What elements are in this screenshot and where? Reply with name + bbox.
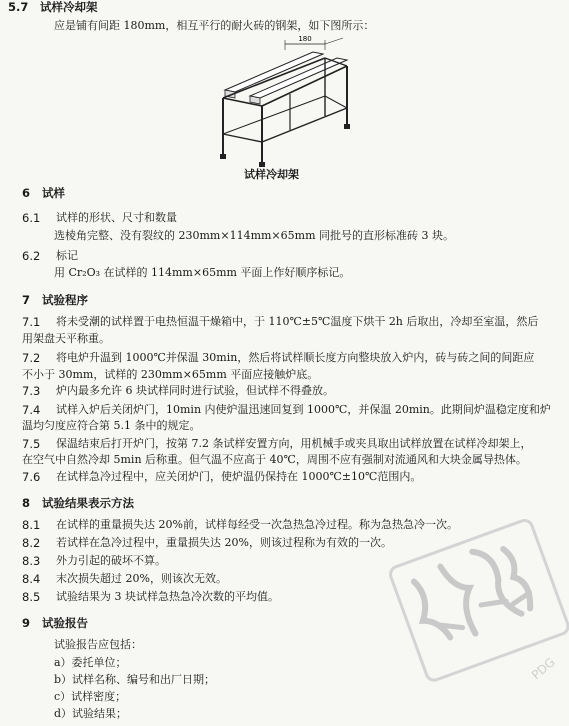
section-6-1-title: 试样的形状、尺寸和数量 [56,211,177,224]
section-6-number: 6 [22,186,31,200]
item-7-1-line1: 将未受潮的试样置于电热恒温干燥箱中，于 110℃±5℃温度下烘干 2h 后取出，冷却至室温，然后 [56,315,539,328]
item-7-6-number: 7.6 [22,470,41,484]
section-6-2-title: 标记 [56,249,78,262]
item-8-3-number: 8.3 [22,554,41,568]
figure-caption: 试样冷却架 [244,168,299,181]
item-7-4-line2: 温均匀度应符合第 5.1 条中的规定。 [22,419,201,432]
report-item-b: b）试样名称、编号和出厂日期； [54,673,216,686]
item-7-3-number: 7.3 [22,384,41,398]
item-8-4-number: 8.4 [22,572,41,586]
section-5-7-number: 5.7 [8,0,29,14]
section-5-7-title: 试样冷却架 [40,0,98,14]
section-8-number: 8 [22,496,31,510]
item-8-5-number: 8.5 [22,590,41,604]
section-6-title: 试样 [42,186,65,200]
section-8-title: 试验结果表示方法 [42,496,134,510]
section-6-2-body: 用 Cr₂O₃ 在试样的 114mm×65mm 平面上作好顺序标记。 [54,266,351,279]
item-7-5-line1: 保温结束后打开炉门，按第 7.2 条试样安置方向，用机械手或夹具取出试样放置在试样冷却架上， [56,437,532,450]
seal-watermark [386,510,569,700]
item-8-1-number: 8.1 [22,518,41,532]
cooling-rack-figure [205,30,355,170]
report-item-a: a）委托单位； [54,656,127,669]
item-8-4-text: 末次损失超过 20%，则该次无效。 [56,572,227,585]
section-9-title: 试验报告 [42,616,88,630]
item-7-2-line1: 将电炉升温到 1000℃并保温 30min，然后将试样顺长度方向整块放入炉内，砖与砖之间的间距应 [56,351,535,364]
item-7-4-line1: 试样入炉后关闭炉门，10min 内使炉温迅速回复到 1000℃，并保温 20min。此期间炉温稳定度和炉 [56,403,551,416]
item-7-4-number: 7.4 [22,403,41,417]
item-8-1-text: 在试样的重量损失达 20%前，试样每经受一次急热急冷过程。称为急热急冷一次。 [56,518,458,531]
item-7-1-line2: 用架盘天平称重。 [22,332,110,345]
section-6-1-body: 选棱角完整、没有裂纹的 230mm×114mm×65mm 同批号的直形标准砖 3 块。 [54,229,454,242]
section-6-1-number: 6.1 [22,211,41,225]
item-8-2-text: 若试样在急冷过程中，重量损失达 20%，则该过程称为有效的一次。 [56,536,392,549]
item-7-2-line2: 不小于 30mm，试样的 230mm×65mm 平面应接触炉底。 [22,368,319,381]
item-7-6-line1: 在试样急冷过程中，应关闭炉门，使炉温仍保持在 1000℃±10℃范围内。 [56,470,422,483]
report-intro: 试验报告应包括： [54,638,142,651]
watermark-text: PDG [528,655,558,683]
section-6-2-number: 6.2 [22,249,41,263]
report-item-c: c）试样密度； [54,690,127,703]
item-7-5-number: 7.5 [22,437,41,451]
item-8-5-text: 试验结果为 3 块试样急热急冷次数的平均值。 [56,590,279,603]
item-7-3-line1: 炉内最多允许 6 块试样同时进行试验，但试样不得叠放。 [56,384,334,397]
section-5-7-body: 应是铺有间距 180mm，相互平行的耐火砖的钢架，如下图所示： [54,19,375,32]
report-item-d: d）试验结果； [54,707,128,720]
item-8-2-number: 8.2 [22,536,41,550]
section-7-number: 7 [22,293,31,307]
section-9-number: 9 [22,616,31,630]
item-7-5-line2: 在空气中自然冷却 5min 后称重。但气温不应高于 40℃，周围不应有强制对流通风和大块金属导热体。 [22,453,527,466]
item-7-1-number: 7.1 [22,315,41,329]
dimension-label: 180 [298,35,312,43]
item-7-2-number: 7.2 [22,351,41,365]
section-7-title: 试验程序 [42,293,88,307]
item-8-3-text: 外力引起的破坏不算。 [56,554,166,567]
